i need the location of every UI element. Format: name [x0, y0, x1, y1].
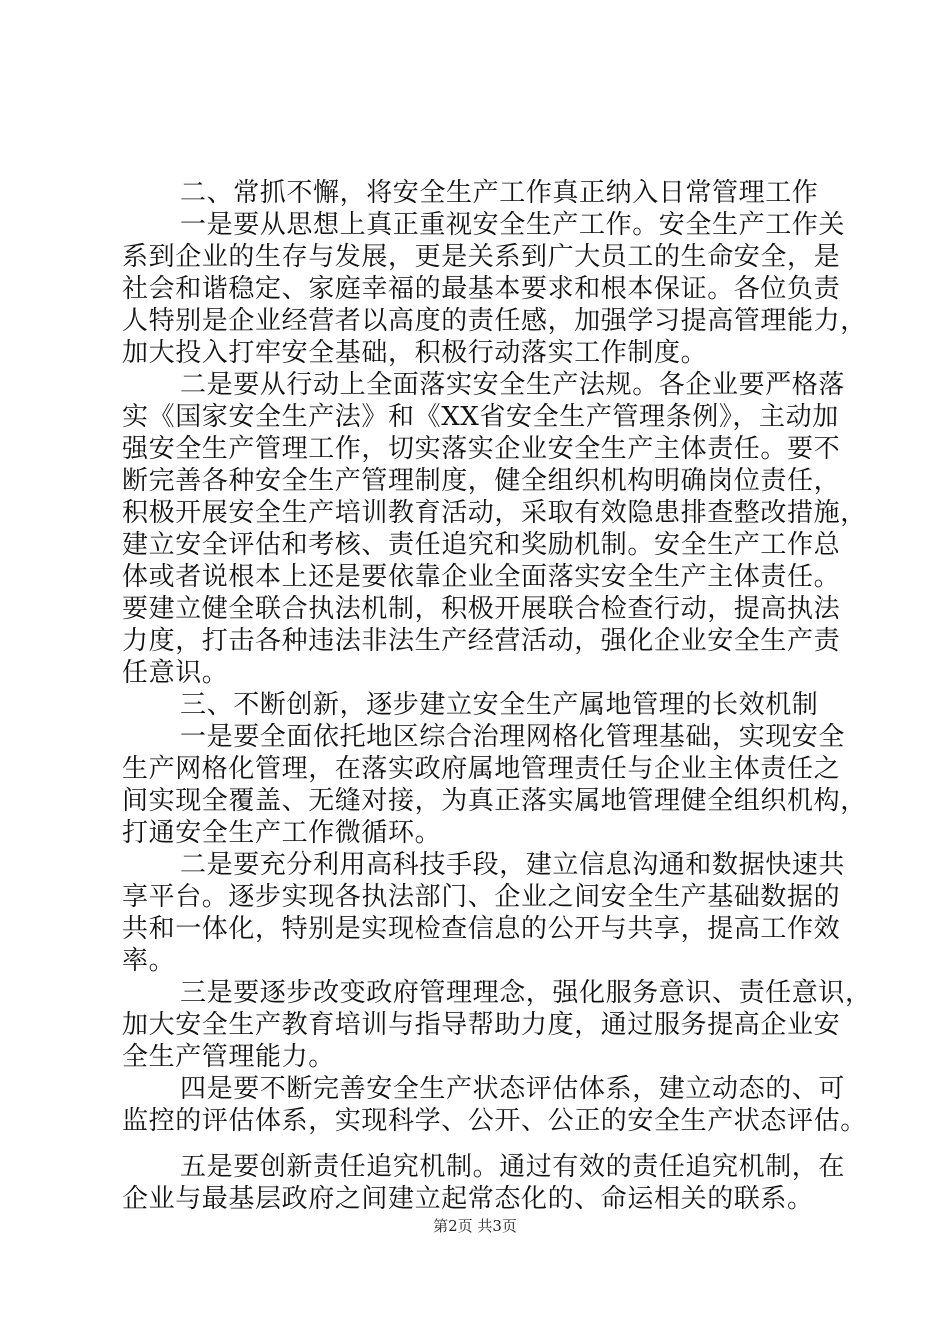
paragraph-line: 打通安全生产工作微循环。 [122, 818, 442, 848]
paragraph-line: 二是要从行动上全面落实安全生产法规。各企业要严格落 [180, 370, 846, 400]
paragraph-line: 力度，打击各种违法非法生产经营活动，强化企业安全生产责 [122, 626, 841, 656]
paragraph-line: 实《国家安全生产法》和《XX省安全生产管理条例》，主动加 [122, 402, 839, 432]
paragraph-line: 系到企业的生存与发展，更是关系到广大员工的生命安全，是 [122, 242, 841, 272]
paragraph-line: 强安全生产管理工作，切实落实企业安全生产主体责任。要不 [122, 434, 841, 464]
paragraph-line: 生产网格化管理，在落实政府属地管理责任与企业主体责任之 [122, 754, 841, 784]
paragraph-line: 监控的评估体系，实现科学、公开、公正的安全生产状态评估。 [122, 1106, 867, 1136]
paragraph-line: 二是要充分利用高科技手段，建立信息沟通和数据快速共 [180, 850, 846, 880]
paragraph-line: 三是要逐步改变政府管理理念，强化服务意识、责任意识， [180, 978, 872, 1008]
paragraph-line: 社会和谐稳定、家庭幸福的最基本要求和根本保证。各位负责 [122, 274, 841, 304]
paragraph-line: 一是要从思想上真正重视安全生产工作。安全生产工作关 [180, 210, 846, 240]
section-heading-2: 二、常抓不懈，将安全生产工作真正纳入日常管理工作 [180, 178, 819, 208]
paragraph-line: 任意识。 [122, 658, 229, 688]
paragraph-line: 人特别是企业经营者以高度的责任感，加强学习提高管理能力， [122, 306, 867, 336]
paragraph-line: 体或者说根本上还是要依靠企业全面落实安全生产主体责任。 [122, 562, 841, 592]
paragraph-line: 享平台。逐步实现各执法部门、企业之间安全生产基础数据的 [122, 882, 841, 912]
paragraph-line: 加大投入打牢安全基础，积极行动落实工作制度。 [122, 338, 708, 368]
paragraph-line: 四是要不断完善安全生产状态评估体系，建立动态的、可 [180, 1074, 846, 1104]
section-heading-3: 三、不断创新，逐步建立安全生产属地管理的长效机制 [180, 690, 819, 720]
paragraph-line: 率。 [122, 946, 176, 976]
paragraph-line: 企业与最基层政府之间建立起常态化的、命运相关的联系。 [122, 1184, 814, 1214]
paragraph-line: 间实现全覆盖、无缝对接，为真正落实属地管理健全组织机构， [122, 786, 867, 816]
paragraph-line: 建立安全评估和考核、责任追究和奖励机制。安全生产工作总 [122, 530, 841, 560]
paragraph-line: 全生产管理能力。 [122, 1042, 335, 1072]
paragraph-line: 要建立健全联合执法机制，积极开展联合检查行动，提高执法 [122, 594, 841, 624]
paragraph-line: 加大安全生产教育培训与指导帮助力度，通过服务提高企业安 [122, 1010, 841, 1040]
paragraph-line: 断完善各种安全生产管理制度，健全组织机构明确岗位责任， [122, 466, 841, 496]
paragraph-line: 五是要创新责任追究机制。通过有效的责任追究机制，在 [180, 1152, 846, 1182]
paragraph-line: 一是要全面依托地区综合治理网格化管理基础，实现安全 [180, 722, 846, 752]
paragraph-line: 共和一体化，特别是实现检查信息的公开与共享，提高工作效 [122, 914, 841, 944]
paragraph-line: 积极开展安全生产培训教育活动，采取有效隐患排查整改措施， [122, 498, 867, 528]
page-number-footer: 第2页 共3页 [433, 1217, 517, 1235]
